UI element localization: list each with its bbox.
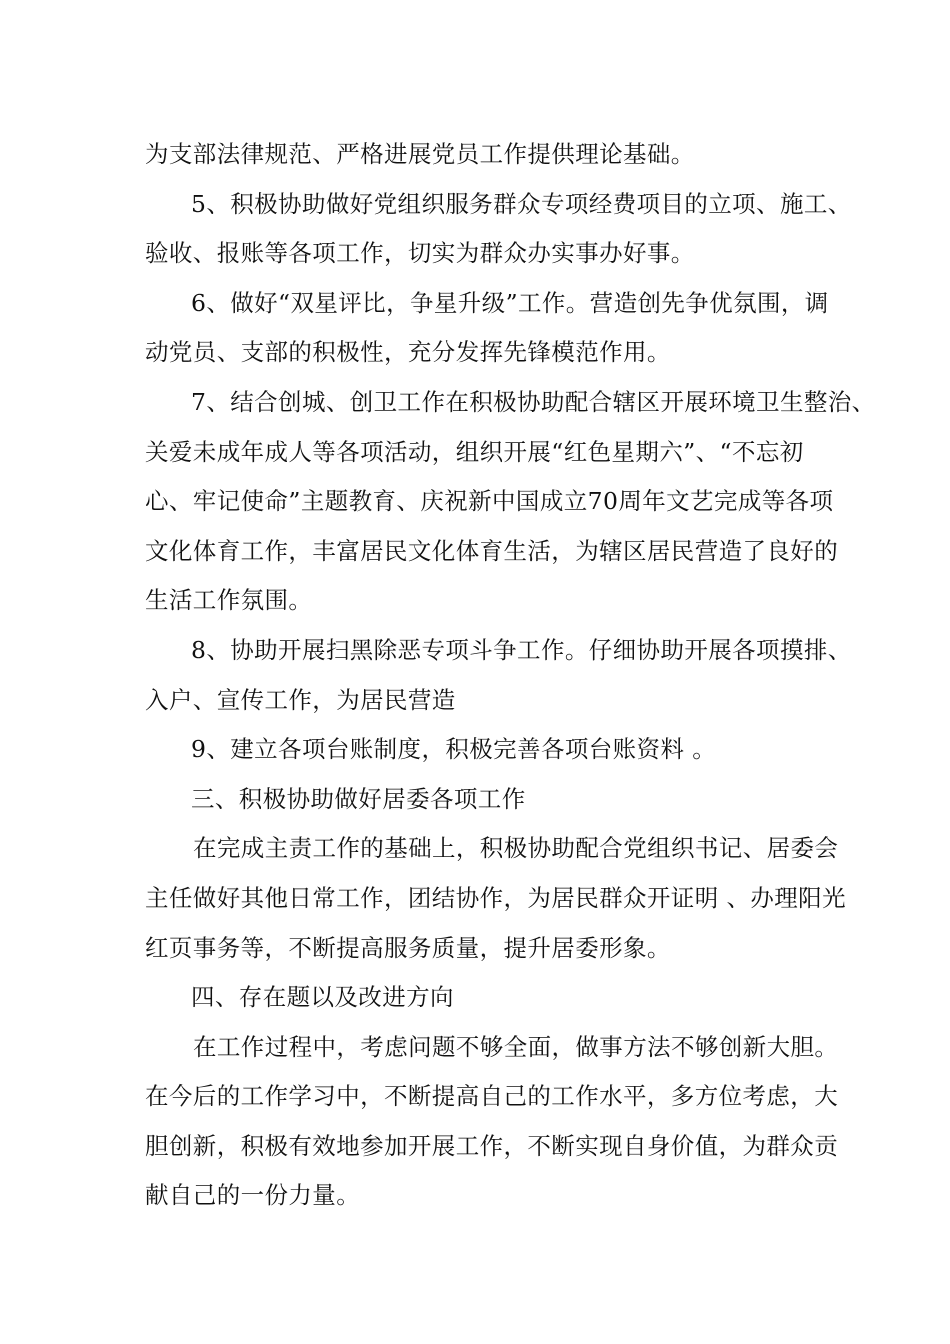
text-line: 生活工作氛围。 (145, 586, 313, 615)
text-line: 5、积极协助做好党组织服务群众专项经费项目的立项、施工、 (191, 189, 852, 218)
text-line: 胆创新，积极有效地参加开展工作，不断实现自身价值，为群众贡 (145, 1131, 839, 1160)
text-line: 主任做好其他日常工作，团结协作，为居民群众开证明 、办理阳光 (145, 883, 846, 912)
text-line: 献自己的一份力量。 (145, 1181, 361, 1210)
text-line: 7、结合创城、创卫工作在积极协助配合辖区开展环境卫生整治、 (191, 387, 876, 416)
section-heading: 四、存在题以及改进方向 (191, 983, 454, 1012)
text-line: 动党员、支部的积极性，充分发挥先锋模范作用。 (145, 338, 671, 367)
document-body (145, 130, 876, 1221)
text-line: 6、做好“双星评比，争星升级”工作。营造创先争优氛围，调 (191, 288, 829, 317)
text-line: 在工作过程中，考虑问题不够全面，做事方法不够创新大胆。 (193, 1032, 839, 1061)
text-line: 8、协助开展扫黑除恶专项斗争工作。仔细协助开展各项摸排、 (191, 635, 852, 664)
text-line: 红页事务等，不断提高服务质量，提升居委形象。 (145, 933, 671, 962)
text-line: 验收、报账等各项工作，切实为群众办实事办好事。 (145, 239, 695, 268)
text-line: 关爱未成年成人等各项活动，组织开展“红色星期六”、“不忘初 (145, 437, 804, 466)
text-line: 入户、宣传工作，为居民营造 (145, 685, 456, 714)
text-line: 为支部法律规范、严格进展党员工作提供理论基础。 (145, 140, 695, 168)
text-line: 在完成主责工作的基础上，积极协助配合党组织书记、居委会 (193, 834, 839, 863)
text-line: 9、建立各项台账制度，积极完善各项台账资料 。 (191, 735, 717, 764)
text-line: 心、牢记使命”主题教育、庆祝新中国成立70周年文艺完成等各项 (145, 487, 834, 516)
text-line: 文化体育工作，丰富居民文化体育生活，为辖区居民营造了良好的 (145, 536, 839, 565)
section-heading: 三、积极协助做好居委各项工作 (191, 784, 526, 813)
text-line: 在今后的工作学习中，不断提高自己的工作水平，多方位考虑，大 (145, 1082, 839, 1111)
